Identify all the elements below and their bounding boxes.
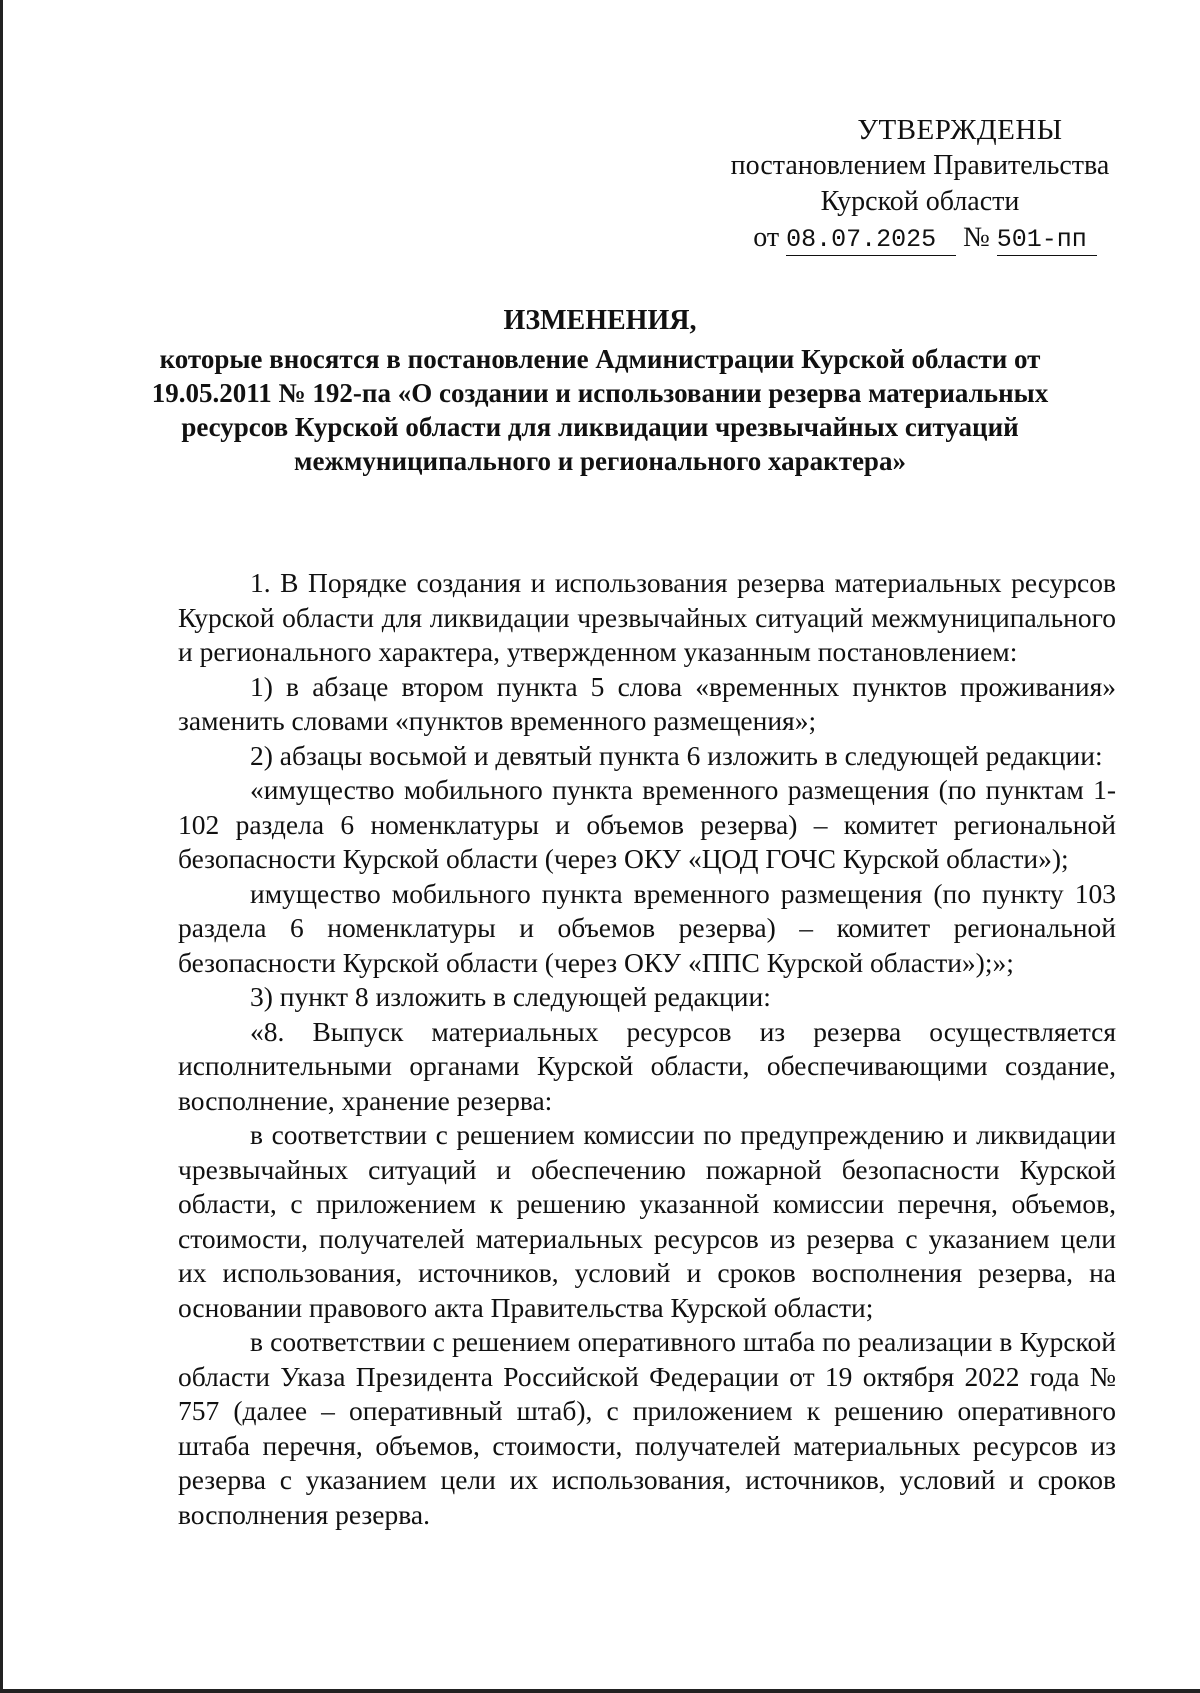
paragraph: в соответствии с решением комиссии по предупреждению и ликвидации чрезвычайных ситуаций и обеспечению пожарной безопасности Курской области, с приложением к решению указанной комиссии перечня, объемов, стоимости, получателей материальных ресурсов из резерва с указанием цели их использования, источников, условий и сроков восполнения резерва, на основании правового акта Правительства Курской области; xyxy=(178,1119,1116,1323)
paragraph: имущество мобильного пункта временного размещения (по пункту 103 раздела 6 номенклатуры и объемов резерва) – комитет региональной безопасности Курской области (через ОКУ «ППС Курской области»);»; xyxy=(178,877,1116,978)
scan-edge-bottom xyxy=(0,1689,1200,1693)
approval-line-2: Курской области xyxy=(820,186,1020,217)
approval-number: 501-пп xyxy=(997,225,1097,256)
paragraph: «имущество мобильного пункта временного размещения (по пунктам 1-102 раздела 6 номенклатуры и объемов резерва) – комитет региональной безопасности Курской области (через ОКУ «ЦОД ГОЧС Курской области»); xyxy=(178,774,1116,874)
document-body xyxy=(178,566,1116,1532)
number-prefix: № xyxy=(963,222,990,253)
approval-heading: УТВЕРЖДЕНЫ xyxy=(857,114,1063,146)
approval-date-line xyxy=(730,220,1120,256)
date-prefix: от xyxy=(753,222,780,253)
paragraph: 1) в абзаце втором пункта 5 слова «временных пунктов проживания» заменить словами «пунктов временного размещения»; xyxy=(178,670,1116,736)
paragraph: «8. Выпуск материальных ресурсов из резерва осуществляется исполнительными органами Курской области, обеспечивающими создание, восполнение, хранение резерва: xyxy=(178,1015,1116,1116)
paragraph: 3) пункт 8 изложить в следующей редакции: xyxy=(250,981,771,1012)
paragraph: 1. В Порядке создания и использования резерва материальных ресурсов Курской области для ликвидации чрезвычайных ситуаций межмуниципального и регионального характера, утвержденном указанным постановлением: xyxy=(178,567,1116,667)
approval-line-1: постановлением Правительства xyxy=(730,150,1110,181)
approval-stamp xyxy=(700,112,1120,256)
approval-date: 08.07.2025 xyxy=(786,225,956,256)
paragraph: в соответствии с решением оперативного штаба по реализации в Курской области Указа Президента Российской Федерации от 19 октября 2022 года № 757 (далее – оперативный штаб), с приложением к решению оперативного штаба перечня, объемов, стоимости, получателей материальных ресурсов из резерва с указанием цели их использования, источников, условий и сроков восполнения резерва. xyxy=(178,1326,1116,1530)
title-main: ИЗМЕНЕНИЯ, xyxy=(503,305,697,336)
title-subtitle: которые вносятся в постановление Администрации Курской области от 19.05.2011 № 192-па «О создании и использовании резерва материальных ресурсов Курской области для ликвидации чрезвычайных ситуаций межмуниципального и регионального характера» xyxy=(151,344,1049,476)
paragraph: 2) абзацы восьмой и девятый пункта 6 изложить в следующей редакции: xyxy=(250,739,1103,771)
scan-edge-left xyxy=(0,0,3,1693)
document-title xyxy=(150,304,1050,478)
